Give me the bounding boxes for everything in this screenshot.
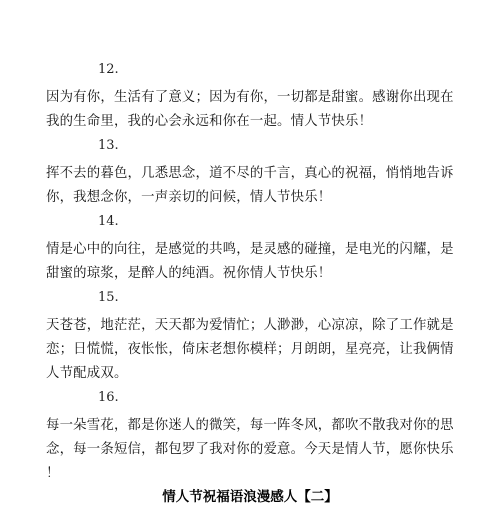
entry-text: 天苍苍，地茫茫，天天都为爱情忙；人渺渺，心凉凉，除了工作就是 恋；日慌慌，夜怅怅，倚床老想你模样；月朗朗，星亮亮，让我俩情 人节配成双。 [46, 318, 454, 381]
wish-entry-15 [46, 290, 454, 386]
wish-entry-13 [46, 138, 454, 210]
entry-number: 12. [98, 62, 119, 77]
entry-number: 14. [98, 214, 119, 229]
entry-number: 15. [98, 290, 119, 305]
entry-number: 16. [98, 390, 119, 405]
section-heading: 情人节祝福语浪漫感人【二】 [162, 489, 338, 505]
entry-text: 因为有你，生活有了意义；因为有你，一切都是甜蜜。感谢你出现在 我的生命里，我的心会永远和你在一起。情人节快乐！ [46, 90, 454, 129]
wish-entry-12 [46, 62, 454, 134]
entry-text: 情是心中的向往，是感觉的共鸣，是灵感的碰撞，是电光的闪耀，是 甜蜜的琼浆，是醉人的纯酒。祝你情人节快乐！ [46, 242, 454, 281]
wish-entry-14 [46, 214, 454, 286]
wish-entry-16 [46, 390, 454, 486]
entry-text: 挥不去的暮色，几悉思念，道不尽的千言，真心的祝福，悄悄地告诉 你，我想念你，一声亲切的问候，情人节快乐！ [46, 166, 454, 205]
entry-text: 每一朵雪花，都是你迷人的微笑，每一阵冬风，都吹不散我对你的思 念，每一条短信，都包罗了我对你的爱意。今天是情人节，愿你快乐 ！ [46, 418, 454, 481]
entry-number: 13. [98, 138, 119, 153]
